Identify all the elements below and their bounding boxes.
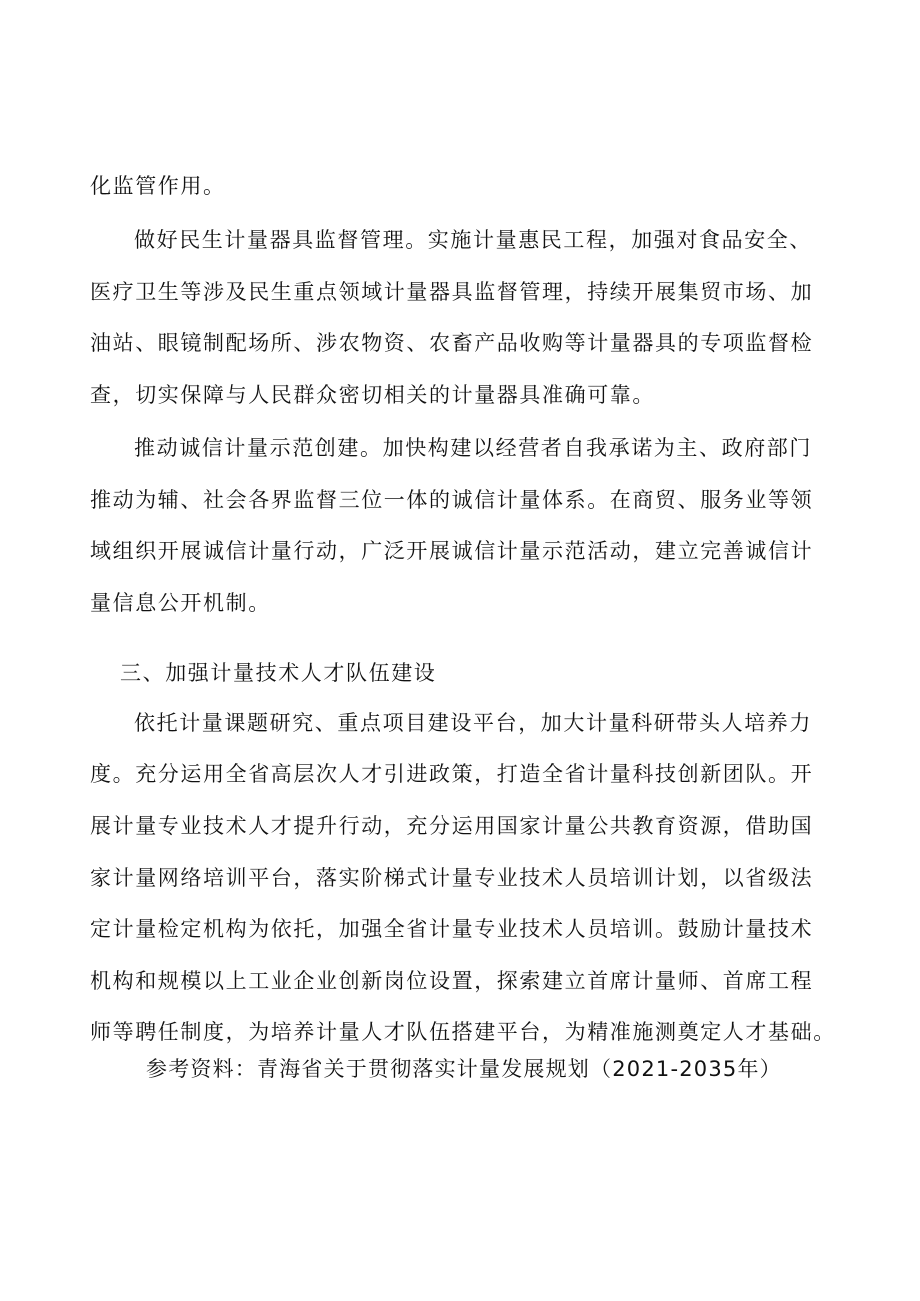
paragraph-line: 化监管作用。 — [90, 174, 226, 198]
paragraph-line: 机构和规模以上工业企业创新岗位设置，探索建立首席计量师、首席工程 — [90, 969, 814, 993]
paragraph-line: 做好民生计量器具监督管理。实施计量惠民工程，加强对食品安全、 — [134, 228, 812, 252]
section-heading: 三、加强计量技术人才队伍建设 — [120, 661, 437, 685]
paragraph-line: 依托计量课题研究、重点项目建设平台，加大计量科研带头人培养力 — [134, 711, 812, 735]
paragraph-line: 推动诚信计量示范创建。加快构建以经营者自我承诺为主、政府部门 — [134, 436, 812, 460]
reference-note: 参考资料：青海省关于贯彻落实计量发展规划（2021-2035年） — [146, 1057, 782, 1081]
paragraph-line: 定计量检定机构为依托，加强全省计量专业技术人员培训。鼓励计量技术 — [90, 917, 814, 941]
paragraph-line: 展计量专业技术人才提升行动，充分运用国家计量公共教育资源，借助国 — [90, 814, 814, 838]
paragraph-line: 师等聘任制度，为培养计量人才队伍搭建平台，为精准施测奠定人才基础。 — [90, 1020, 836, 1044]
paragraph-line: 度。充分运用全省高层次人才引进政策，打造全省计量科技创新团队。开 — [90, 762, 814, 786]
paragraph-line: 医疗卫生等涉及民生重点领域计量器具监督管理，持续开展集贸市场、加 — [90, 280, 814, 304]
paragraph-line: 家计量网络培训平台，落实阶梯式计量专业技术人员培训计划，以省级法 — [90, 866, 814, 890]
paragraph-line: 查，切实保障与人民群众密切相关的计量器具准确可靠。 — [90, 383, 655, 407]
paragraph-line: 推动为辅、社会各界监督三位一体的诚信计量体系。在商贸、服务业等领 — [90, 488, 814, 512]
paragraph-line: 油站、眼镜制配场所、涉农物资、农畜产品收购等计量器具的专项监督检 — [90, 331, 814, 355]
paragraph-line: 量信息公开机制。 — [90, 591, 271, 615]
paragraph-line: 域组织开展诚信计量行动，广泛开展诚信计量示范活动，建立完善诚信计 — [90, 539, 814, 563]
